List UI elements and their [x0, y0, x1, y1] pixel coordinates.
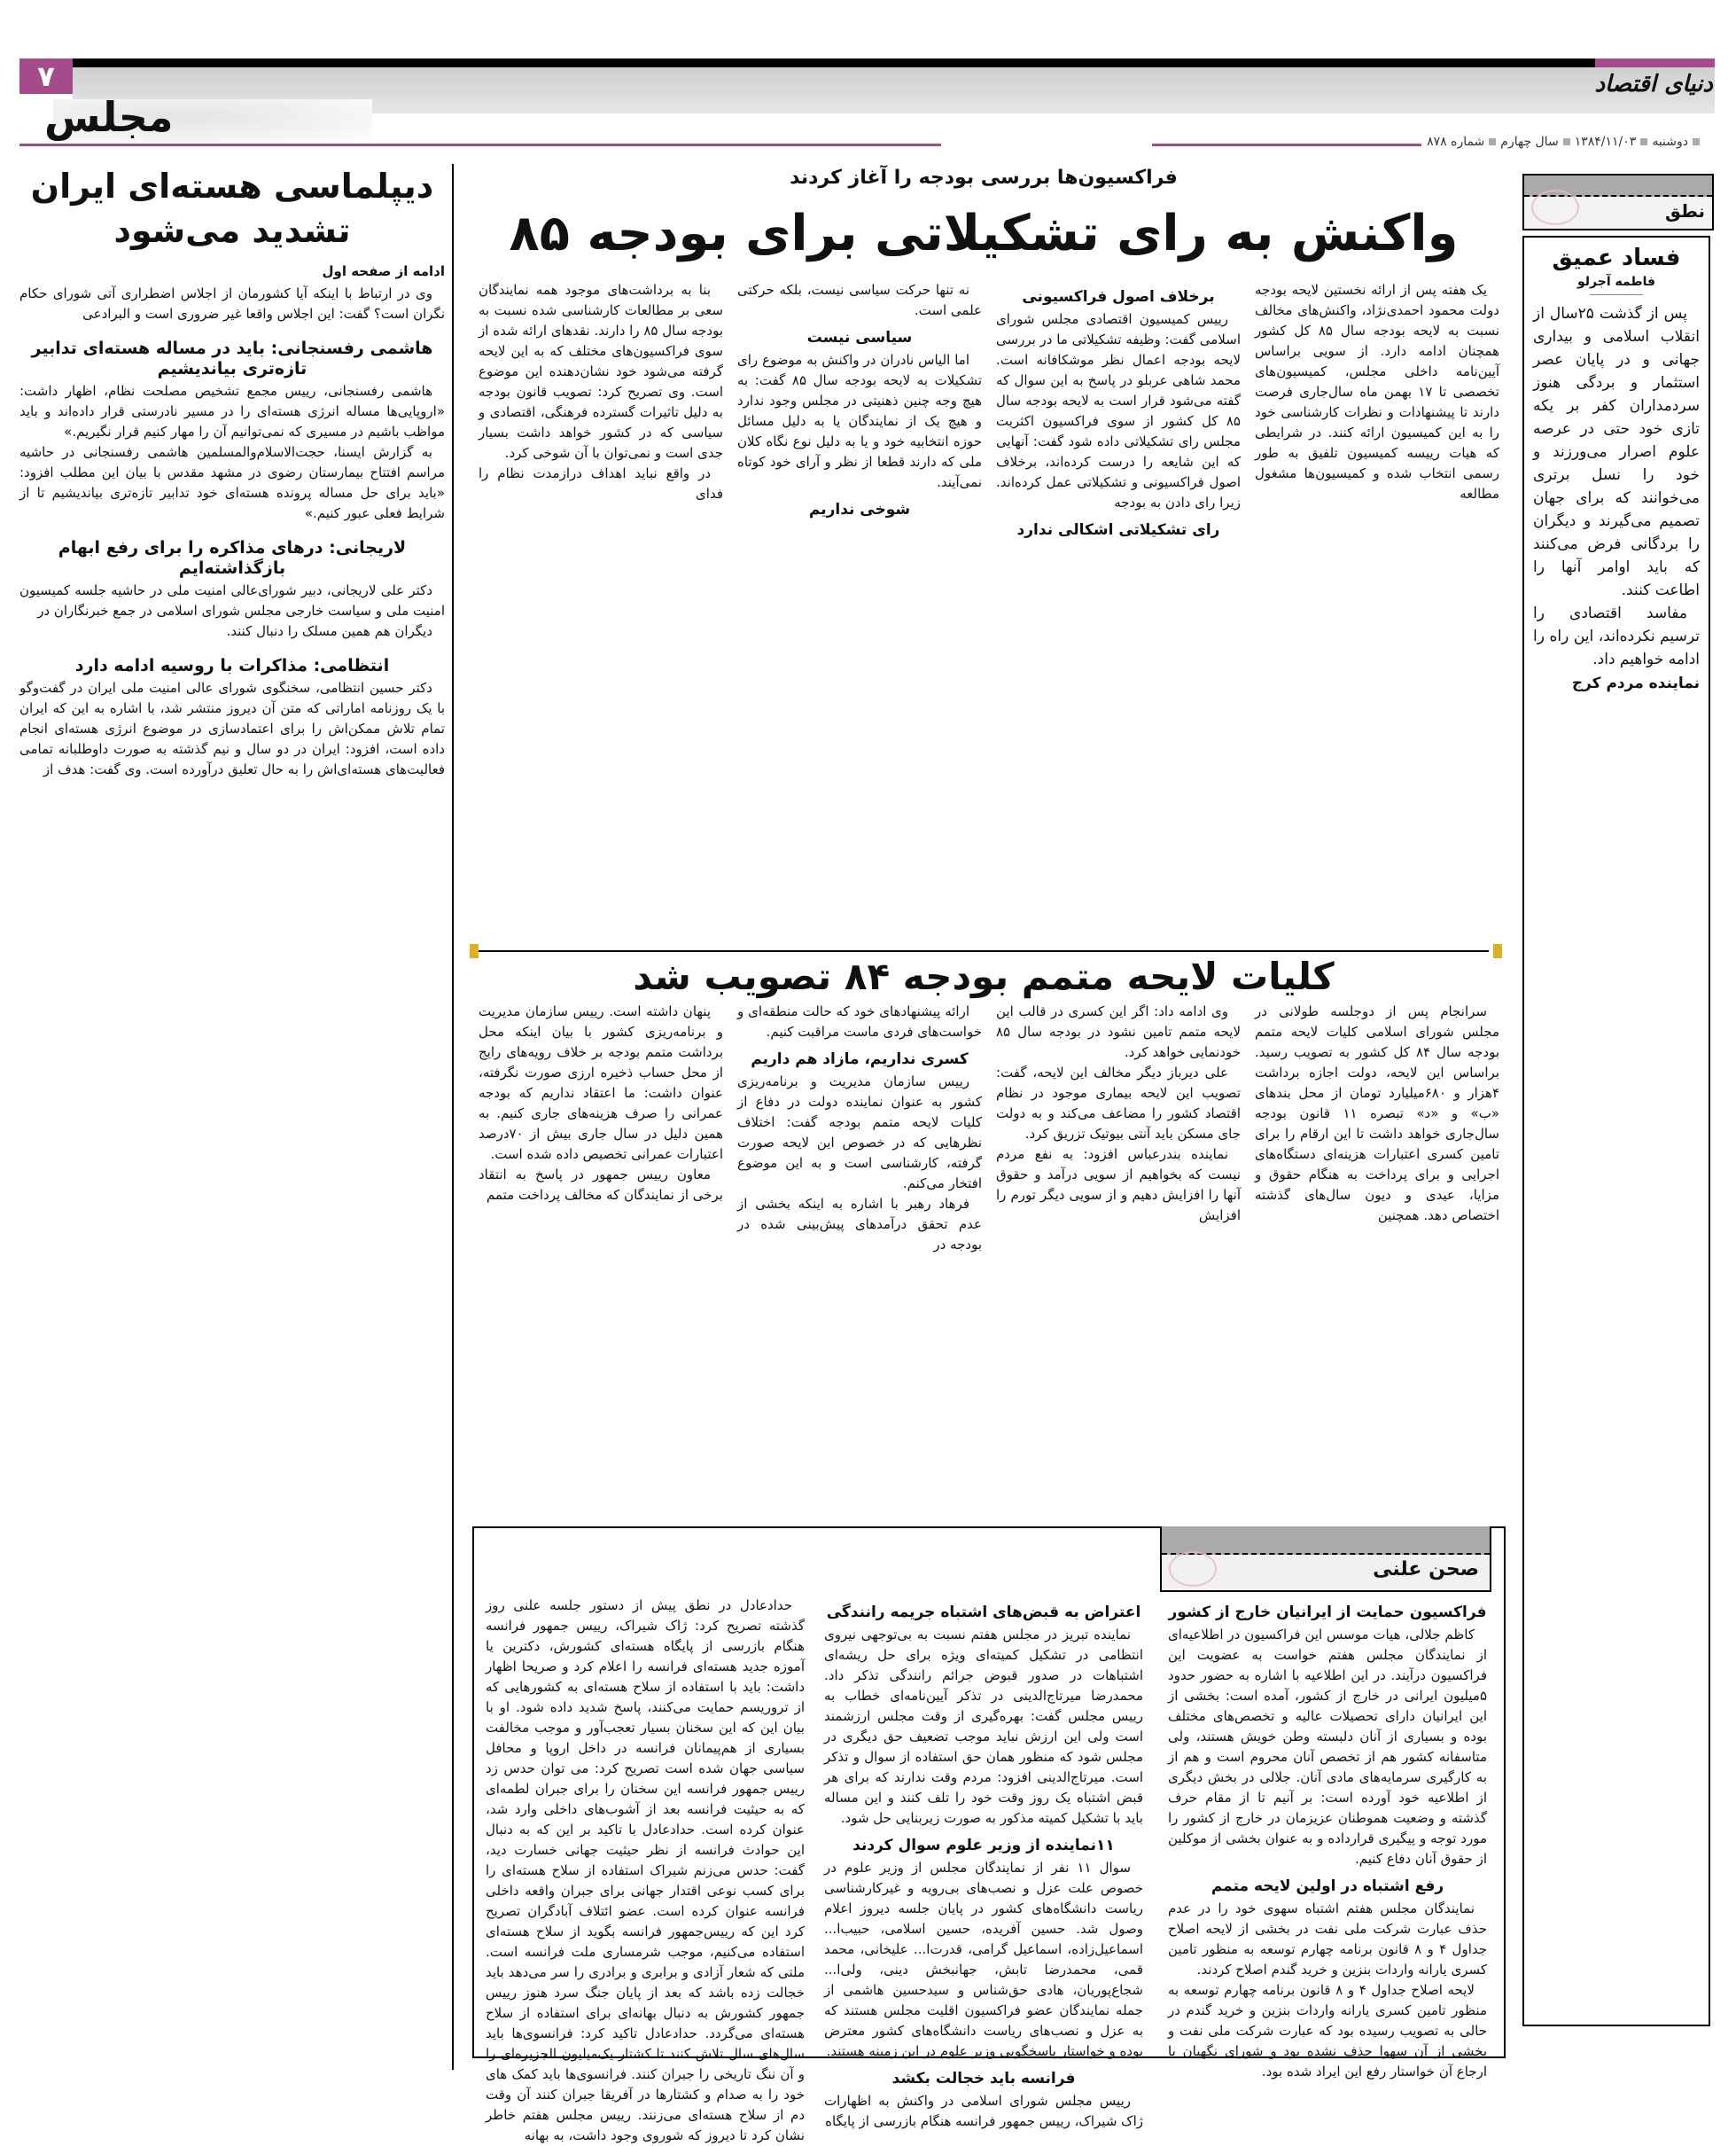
- subheading: اعتراض به قبض‌های اشتباه جریمه رانندگی: [826, 1604, 1141, 1621]
- floor-box-label-text: صحن علنی: [1373, 1558, 1479, 1580]
- section-heading: لاریجانی: درهای مذاکره را برای رفع ابهام بازگذاشته‌ایم: [58, 538, 407, 578]
- sidebar-body: [1524, 302, 1709, 671]
- text-column: [824, 1596, 1143, 2129]
- section-heading: انتظامی: مذاکرات با روسیه ادامه دارد: [74, 656, 390, 675]
- paragraph: رییس مجلس شورای اسلامی در واکنش به اظهارات ژاک شیراک، رییس جمهور فرانسه هنگام بازرسی از پایگاه: [824, 2093, 1143, 2129]
- paragraph: دکتر علی لاریجانی، دبیر شورای‌عالی امنیت ملی در حاشیه جلسه کمیسیون امنیت ملی و سیاست خارجی مجلس شورای اسلامی در جمع خبرنگاران در: [19, 582, 445, 619]
- paragraph: نمایندگان مجلس هفتم اشتباه سهوی خود را در عدم حذف عبارت شرکت ملی نفت در بخشی از لایحه اصلاح جداول ۴ و ۸ قانون برنامه چهارم توسعه به منظور تامین کسری یارانه واردات بنزین و خرید گندم اصلاح کردند.: [1168, 1900, 1488, 1978]
- paragraph: فرهاد رهبر با اشاره به اینکه بخشی از عدم تحقق درآمدهای پیش‌بینی شده در بودجه در: [737, 1196, 982, 1252]
- subheading: شوخی نداریم: [808, 501, 911, 519]
- paragraph: سرانجام پس از دوجلسه طولانی در مجلس شورای اسلامی کلیات لایحه متمم بودجه سال ۸۴ کل کشور به تصویب رسید. براساس این لایحه، دولت اجازه برداشت ۴هزار و ۶۸۰میلیارد تومان از محل بندهای «ب» و «د» تبصره ۱۱ قانون بودجه سال‌جاری خواهد داشت تا این ارقام را برای تامین کسری اعتبارات هزینه‌ای دستگاه‌های اجرایی و برای پرداخت به هنگام حقوق و مزایا، عیدی و دیون سال‌های گذشته اختصاص دهد. همچنین: [1255, 1003, 1500, 1223]
- paragraph: وی ادامه داد: اگر این کسری در قالب این لایحه متمم تامین نشود در بودجه سال ۸۵ خودنمایی خواهد کرد.: [996, 1003, 1241, 1060]
- paragraph: در واقع نباید اهداف درازمدت نظام را فدای: [479, 465, 723, 502]
- date: ۱۳۸۴/۱۱/۰۳: [1574, 135, 1637, 149]
- left-article: [19, 164, 445, 2070]
- main-headline: واکنش به رای تشکیلاتی برای بودجه ۸۵: [509, 205, 1459, 262]
- sidebar-label: [1522, 174, 1714, 230]
- paragraph: مفاسد اقتصادی را ترسیم نکرده‌اند، این راه را ادامه خواهیم داد.: [1533, 605, 1700, 668]
- paragraph: یک هفته پس از ارائه نخستین لایحه بودجه دولت محمود احمدی‌نژاد، واکنش‌های مخالف نسبت به لایحه بودجه سال ۸۵ کل کشور همچنان ادامه دارد. از سویی براساس آیین‌نامه داخلی مجلس، کمیسیون‌های تخصصی تا ۱۷ بهمن ماه سال‌جاری فرصت دارند تا پیشنهادات و نظرات کارشناسی خود را به این کمیسیون ارائه کنند. در شرایطی که هیات رییسه کمیسیون تلفیق به طور رسمی انتخاب شده و کمیسیون‌ها مشغول مطالعه: [1255, 282, 1499, 502]
- header-bar: [19, 59, 1715, 67]
- subheading: برخلاف اصول فراکسیونی: [1022, 288, 1215, 306]
- weekday: دوشنبه: [1652, 135, 1688, 149]
- text-column: [1255, 1002, 1499, 1516]
- paragraph: پنهان داشته است. رییس سازمان مدیریت و برنامه‌ریزی کشور با بیان اینکه محل برداشت متمم بودجه بر خلاف رویه‌های رایج از محل حساب ذخیره ارزی صورت نگرفته، عنوان داشت: ما اعتقاد نداریم که بودجه عمرانی را صرف هزینه‌های جاری کنیم. به همین دلیل در سال جاری بیش از ۷۰درصد اعتبارات عمرانی تخصیص داده شده است.: [479, 1003, 723, 1162]
- text-column: [486, 1596, 805, 2143]
- divider: [479, 950, 1489, 952]
- paragraph: حدادعادل در نطق پیش از دستور جلسه علنی روز گذشته تصریح کرد: ژاک شیراک، رییس جمهور فرانسه هنگام بازرسی از پایگاه هسته‌ای کشورش، دکترین یا آموزه جدید هسته‌ای فرانسه را اعلام کرد و صریحا اظهار داشت: باید با استفاده از سلاح هسته‌ای به کشورهایی که از تروریسم حمایت می‌کنند، پاسخ شدید داده شود. او با بیان این که این سخنان بسیار تعجب‌آور و موجب مخالفت بسیاری از هم‌پیمانان فرانسه در داخل اروپا و محافل سیاسی جهان شده است تصریح کرد: می توان حدس زد رییس جمهور فرانسه این سخنان را برای جبران لطمه‌ای که به حیثیت فرانسه بعد از آشوب‌های داخلی وارد شد، عنوان کرده است. حدادعادل با تاکید بر این که به دنبال این حوادث فرانسه از نظر حیثیت جهانی خسارت دید، گفت: حدس می‌زنم شیراک استفاده از سلاح هسته‌ای را برای کسب نوعی اقتدار جهانی برای جبران واقعه داخلی فرانسه عنوان کرده است. عضو ائتلاف آبادگران تصریح کرد این که رییس‌جمهور فرانسه بگوید از سلاح هسته‌ای استفاده می‌کنیم، موجب شرمساری ملت فرانسه است. ملتی که شعار آزادی و برابری و برادری را سر می‌دهد باید خجالت زده باشد که بعد از پایان جنگ سرد هنوز رییس جمهور کشورش به دنبال بهانه‌ای برای استفاده از سلاح هسته‌ای می‌گردد. حدادعادل تاکید کرد: فرانسوی‌ها باید سال‌های سال تلاش کنند تا کشتار یک‌میلیون الجزیره‌ای را و آن ننگ تاریخی را جبران کنند. فرانسوی‌ها باید کمک های خود را به صدام و کشتارها در آفریقا جبران کنند آن وقت دم از سلاح هسته‌ای می‌زنند. رییس مجلس هفتم خاطر نشان کرد تا دیروز که شوروی وجود داشت، به بهانه: [486, 1597, 805, 2143]
- paragraph: رییس کمیسیون اقتصادی مجلس شورای اسلامی گفت: وظیفه تشکیلاتی ما در بررسی لایحه بودجه اعمال نظر موشکافانه است. محمد شاهی عربلو در پاسخ به این سوال که گفته می‌شود قرار است به لایحه بودجه سال ۸۵ کل کشور از سوی فراکسیون اکثریت مجلس رای تشکیلاتی داده شود گفت: آنهایی که این شایعه را درست کرده‌اند، برخلاف اصول فراکسیونی و تشکیلاتی عمل کرده‌اند. زیرا رای دادن به بودجه: [996, 311, 1241, 511]
- subheading: سیاسی نیست: [806, 329, 913, 347]
- paragraph: رییس سازمان مدیریت و برنامه‌ریزی کشور به عنوان نماینده دولت در دفاع از کلیات لایحه متمم بودجه گفت: اختلاف نظرهایی که در خصوص این لایحه صورت گرفته، کارشناسی است و به این موضوع افتخار می‌کنم.: [737, 1073, 982, 1191]
- sidebar-title: فساد عمیق: [1552, 245, 1681, 271]
- subheading: رای تشکیلاتی اشکالی ندارد: [1016, 521, 1220, 539]
- article-body: [19, 261, 445, 780]
- subheading: فراکسیون حمایت از ایرانیان خارج از کشور: [1168, 1604, 1487, 1621]
- paragraph: کاظم جلالی، هیات موسس این فراکسیون در اطلاعیه‌ای از نمایندگان مجلس هفتم خواست به عضویت این فراکسیون درآیند. در این اطلاعیه با اشاره به حضور حدود ۵میلیون ایرانی در خارج از کشور، آمده است: بخشی از این ایرانیان دارای تحصیلات عالیه و تخصص‌های مختلف بوده و بسیاری از آنان دلبسته وطن خویش هستند، ولی متاسفانه کشور هم از تخصص آنان محروم است و هم از به کارگیری سرمایه‌های مادی آنان. جلالی در بخش دیگری از اطلاعیه خود آورده است: بر آنیم تا از مقام حرف گذشته و وضعیت هموطنان عزیزمان در خارج از کشور را مورد توجه و پیگیری قرارداده و به عنوان بخشی از موکلین از حقوق آنان دفاع کنیم.: [1168, 1627, 1487, 1867]
- sidebar-signature: نماینده مردم کرج: [1571, 675, 1700, 692]
- text-column: [1255, 280, 1499, 936]
- paragraph: ارائه پیشنهادهای خود که حالت منطقه‌ای و خواست‌های فردی ماست مراقبت کنیم.: [737, 1003, 982, 1040]
- text-column: [479, 1002, 723, 1516]
- volume: سال چهارم: [1500, 135, 1559, 149]
- main-kicker: فراکسیون‌ها بررسی بودجه را آغاز کردند: [790, 167, 1178, 189]
- continued-note: ادامه از صفحه اول: [322, 263, 445, 279]
- paragraph: علی دیرباز دیگر مخالف این لایحه، گفت: تصویب این لایحه بیماری موجود در نظام اقتصاد کشور را مضاعف می‌کند و به دولت جای مسکن باید آنتی بیوتیک تزریق کرد.: [996, 1065, 1241, 1142]
- dateline: [1421, 135, 1709, 149]
- paragraph: وی در ارتباط با اینکه آیا کشورمان از اجلاس اضطراری آتی شورای حکام نگران است؟ گفت: این اجلاس واقعا غیر ضروری است و البرادعی: [19, 285, 445, 322]
- section-heading: هاشمی رفسنجانی: باید در مساله هسته‌ای تدابیر تازه‌تری بیاندیشیم: [31, 339, 433, 378]
- paragraph: معاون رییس جمهور در پاسخ به انتقاد برخی از نمایندگان که مخالف پرداخت متمم: [479, 1167, 723, 1203]
- paragraph: دیگران هم همین مسلک را دنبال کنند.: [226, 623, 432, 639]
- text-column: [479, 280, 723, 936]
- paragraph: نماینده بندرعباس افزود: به نفع مردم نیست که بخواهیم از سویی درآمد و حقوق آنها را افزایش دهیم و از سویی دیگر تورم را افزایش: [996, 1146, 1241, 1223]
- text-column: [1168, 1596, 1488, 2080]
- paragraph: نماینده تبریز در مجلس هفتم نسبت به بی‌توجهی نیروی انتظامی در تشکیل کمیته‌ای ویژه برای حل ریشه‌ای اشتباهات در صدور قبوض جرائم رانندگی تذکر داد. محمدرضا میرتاج‌الدینی در تذکر آیین‌نامه‌ای خطاب به رییس مجلس گفت: بهره‌گیری از وقت مجلس ارزشمند است ولی این ارزش نباید موجب تضعیف حق دیگری در مجلس شود که منظور همان حق استفاده از سوال و تذکر است. میرتاج‌الدینی افزود: مردم وقت ندارند که برای هر قبض اشتباه یک روز وقت خود را تلف کنند و این مساله باید با تشکیل کمیته مذکور به صورت زیربنایی حل شود.: [824, 1627, 1143, 1826]
- subheading: رفع اشتباه در اولین لایحه متمم: [1211, 1877, 1444, 1895]
- issue-number: شماره ۸۷۸: [1427, 135, 1485, 149]
- subheading: فرانسه باید خجالت بکشد: [891, 2070, 1076, 2087]
- paragraph: به گزارش ایسنا، حجت‌الاسلام‌والمسلمین هاشمی رفسنجانی در حاشیه مراسم افتتاح بیمارستان رضوی در مشهد مقدس با بیان این مطلب افزود: «باید برای حل مساله پرونده هسته‌ای خود تدابیر تازه‌تری بیاندیشیم تا از شرایط فعلی عبور کنیم.»: [19, 444, 445, 521]
- section-title: مجلس: [44, 93, 174, 141]
- newspaper-logo: دنیای اقتصاد: [1594, 71, 1713, 98]
- text-column: [737, 1002, 982, 1516]
- text-column: [996, 280, 1241, 936]
- text-column: [996, 1002, 1241, 1516]
- header-accent: [1595, 59, 1715, 67]
- divider: [19, 144, 941, 146]
- sidebar-author: فاطمه آجرلو: [1577, 275, 1655, 289]
- paragraph: اما الیاس نادران در واکنش به موضوع رای تشکیلات به لایحه بودجه سال ۸۵ گفت: به هیچ وجه چنین ذهنیتی در مجلس وجود ندارد و هیچ یک از نمایندگان یا به دلیل مسائل حوزه انتخابیه خود و یا به دلیل نوع نگاه کلان ملی که دارند قطعا از نظر و آرای خود کوتاه نمی‌آیند.: [737, 352, 983, 490]
- divider-marker: [1493, 944, 1502, 958]
- divider-marker: [470, 944, 479, 958]
- sidebar-label-text: نطق: [1664, 200, 1705, 222]
- page-number: ۷: [19, 59, 73, 94]
- paragraph: بنا به برداشت‌های موجود همه نمایندگان سعی بر مطالعات کارشناسی شده نسبت به بودجه سال ۸۵ را دارند. نقدهای ارائه شده از سوی فراکسیون‌های مختلف که به این لایحه گرفته می‌شود خود نشان‌دهنده این موضوع است. وی تصریح کرد: تصویب قانون بودجه به دلیل تاثیرات گسترده فرهنگی، اقتصادی و سیاسی که در کشور خواهد داشت بسیار جدی است و نمی‌توان با آن شوخی کرد.: [479, 282, 723, 461]
- paragraph: هاشمی رفسنجانی، رییس مجمع تشخیص مصلحت نظام، اظهار داشت: «اروپایی‌ها مساله انرژی هسته‌ای را در مسیر نادرستی قرار داده‌اند و باید مواظب باشیم در مسیری که نمی‌توانیم آن را مهار کنیم قرار نگیریم.»: [19, 383, 445, 440]
- article-title: دیپلماسی هسته‌ای ایران تشدید می‌شود: [30, 167, 434, 250]
- paragraph: پس از گذشت ۲۵سال از انقلاب اسلامی و بیداری جهانی و در پایان عصر استثمار و بردگی هنوز سردمداران کفر بر یکه تازی خود حتی در عرصه علوم اصرار می‌ورزند و خود را نسل برتری می‌خوانند که برای جهان تصمیم می‌گیرند و دیگران را بردگانی فرض می‌کنند که باید اوامر آنها را اطاعت کنند.: [1533, 305, 1700, 599]
- column-rule: [452, 164, 454, 2070]
- paragraph: لایحه اصلاح جداول ۴ و ۸ قانون برنامه چهارم توسعه به منظور تامین کسری یارانه واردات بنزین و خرید گندم در حالی به تصویب رسیده بود که عبارت شرکت ملی نفت و بخشی از آن سهوا حذف نشده بود و شورای نگهبان با ارجاع آن خواستار رفع این ایراد شده بود.: [1168, 1982, 1487, 2080]
- paragraph: سوال ۱۱ نفر از نمایندگان مجلس از وزیر علوم در خصوص علت عزل و نصب‌های بی‌رویه و غیرکارشناسی ریاست دانشگاه‌های کشور در پایان جلسه دیروز اعلام وصول شد. حسین آفریده، حسین اسلامی، حبیب‌ا... اسماعیل‌زاده، اسماعیل گرامی، قدرت‌ا... علیخانی، محمد قمی، محمدرضا تابش، جهانبخش دینی، ولی‌ا... شجاع‌پوریان، هادی حق‌شناس و سیدحسین هاشمی از جمله نمایندگان عضو فراکسیون اقلیت مجلس هستند که به عزل و نصب‌های ریاست دانشگاه‌های کشور معترض بوده و خواستار پاسخگویی وزیر علوم در این زمینه هستند.: [824, 1860, 1143, 2059]
- subheading: کسری نداریم، مازاد هم داریم: [751, 1050, 969, 1068]
- second-headline: کلیات لایحه متمم بودجه ۸۴ تصویب شد: [633, 955, 1335, 998]
- text-column: [737, 280, 982, 936]
- subheading: ۱۱نماینده از وزیر علوم سوال کردند: [852, 1837, 1115, 1854]
- paragraph: نه تنها حرکت سیاسی نیست، بلکه حرکتی علمی است.: [737, 282, 982, 318]
- sidebar-column: [1522, 236, 1710, 2026]
- paragraph: دکتر حسین انتظامی، سخنگوی شورای عالی امنیت ملی ایران در گفت‌وگو با یک روزنامه اماراتی که متن آن دیروز منتشر شد، با اشاره به این که ایران تمام تلاش ممکن‌اش را برای اعتمادسازی در موضوع انرژی هسته‌ای انجام داده است، افزود: ایران در دو سال و نیم گذشته به صورت داوطلبانه تمامی فعالیت‌های هسته‌ای‌اش را به حال تعلیق درآورده است. وی گفت: هدف از: [19, 680, 445, 777]
- floor-box-label: [1160, 1526, 1491, 1592]
